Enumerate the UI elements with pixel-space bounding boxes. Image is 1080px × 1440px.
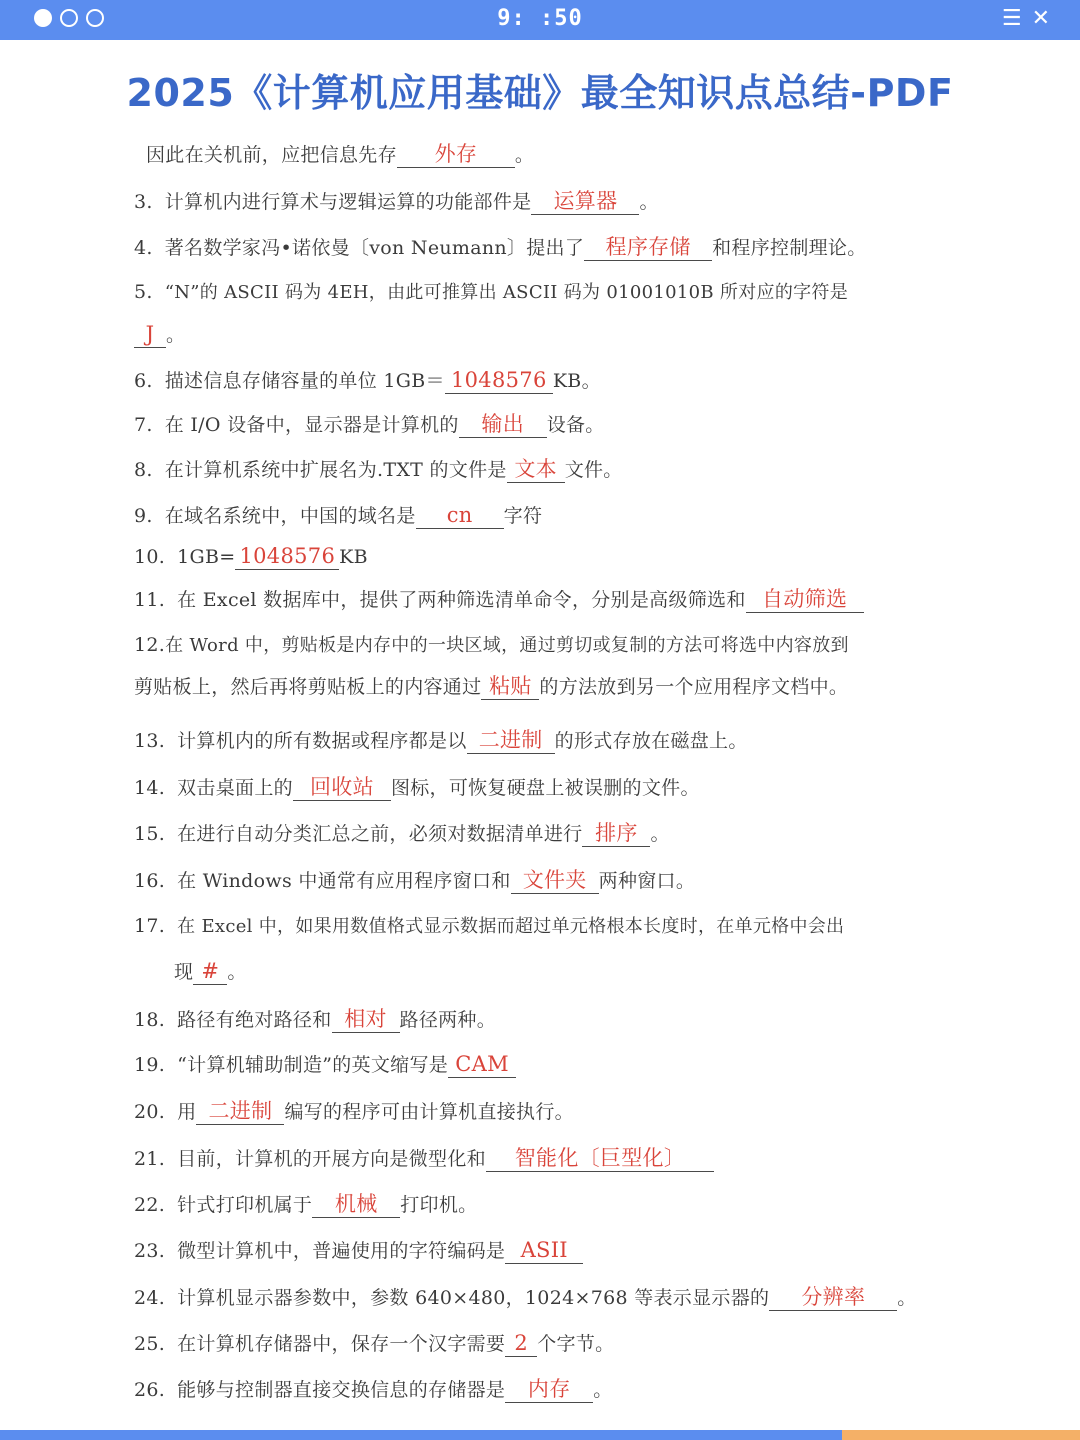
line: 23. 微型计算机中，普遍使用的字符编码是 ASII [134, 1236, 583, 1266]
answer-blank: 二进制 [467, 727, 555, 754]
page-title: 2025《计算机应用基础》最全知识点总结-PDF [126, 71, 954, 115]
answer-blank: 自动筛选 [746, 586, 864, 613]
line: 7. 在 I/O 设备中，显示器是计算机的 输出 设备。 [134, 412, 605, 436]
answer-blank: 输出 [459, 411, 547, 438]
answer-blank: 粘贴 [481, 673, 539, 700]
close-icon[interactable]: ✕ [1031, 6, 1050, 31]
line: 16. 在 Windows 中通常有应用程序窗口和 文件夹 两种窗口。 [134, 868, 696, 892]
line: 5. “N”的 ASCII 码为 4EH，由此可推算出 ASCII 码为 01001010B 所对应的字符是 [134, 281, 849, 303]
answer-blank: # [193, 958, 227, 985]
progress-bar [0, 1430, 1080, 1440]
answer-blank: J [134, 321, 166, 348]
answer-blank: 二进制 [196, 1098, 284, 1125]
line: 因此在关机前，应把信息先存 外存 。 [146, 142, 535, 166]
line: 20. 用 二进制 编写的程序可由计算机直接执行。 [134, 1099, 574, 1123]
line: 3. 计算机内进行算术与逻辑运算的功能部件是 运算器 。 [134, 189, 659, 213]
line: 11. 在 Excel 数据库中，提供了两种筛选清单命令，分别是高级筛选和 自动筛选 [134, 585, 864, 615]
line: 8. 在计算机系统中扩展名为.TXT 的文件是 文本 文件。 [134, 457, 623, 481]
answer-blank: cn [416, 502, 504, 529]
answer-blank: 文本 [507, 456, 565, 483]
line: 21. 目前，计算机的开展方向是微型化和 智能化〔巨型化〕 [134, 1144, 714, 1174]
line: 19. “计算机辅助制造”的英文缩写是 CAM [134, 1050, 516, 1080]
answer-blank: 相对 [332, 1006, 400, 1033]
status-bar [0, 0, 1080, 40]
answer-blank: 2 [505, 1330, 537, 1357]
line: 25. 在计算机存储器中，保存一个汉字需要 2 个字节。 [134, 1331, 615, 1355]
line: 6. 描述信息存储容量的单位 1GB＝ 1048576 KB。 [134, 368, 601, 392]
answer-blank: 排序 [582, 820, 650, 847]
line: 剪贴板上，然后再将剪贴板上的内容通过 粘贴 的方法放到另一个应用程序文档中。 [134, 674, 849, 698]
menu-icon[interactable]: ☰ [1001, 6, 1022, 31]
line: 17. 在 Excel 中，如果用数值格式显示数据而超过单元格根本长度时，在单元格中会出 [134, 915, 845, 937]
answer-blank: 内存 [505, 1376, 593, 1403]
line: 22. 针式打印机属于 机械 打印机。 [134, 1192, 478, 1216]
line: J 。 [134, 320, 185, 350]
answer-blank: 机械 [312, 1191, 400, 1218]
line: 9. 在域名系统中，中国的域名是 cn 字符 [134, 503, 543, 527]
line: 13. 计算机内的所有数据或程序都是以 二进制 的形式存放在磁盘上。 [134, 728, 748, 752]
answer-blank: 运算器 [531, 188, 639, 215]
answer-blank: 智能化〔巨型化〕 [486, 1145, 714, 1172]
line: 26. 能够与控制器直接交换信息的存储器是 内存 。 [134, 1377, 613, 1401]
answer-blank: 文件夹 [511, 867, 599, 894]
answer-blank: CAM [448, 1051, 516, 1078]
clock: 9: :50 [497, 6, 583, 31]
line: 14. 双击桌面上的 回收站 图标，可恢复硬盘上被误删的文件。 [134, 775, 700, 799]
line: 18. 路径有绝对路径和 相对 路径两种。 [134, 1007, 497, 1031]
line: 现 # 。 [174, 959, 247, 983]
answer-blank: ASII [505, 1237, 583, 1264]
answer-blank: 1048576 [235, 543, 339, 570]
line: 15. 在进行自动分类汇总之前，必须对数据清单进行 排序 。 [134, 821, 670, 845]
line: 4. 著名数学家冯•诺依曼〔von Neumann〕提出了 程序存储 和程序控制理论。 [134, 235, 867, 259]
line: 24. 计算机显示器参数中，参数 640×480，1024×768 等表示显示器的 分辨率 。 [134, 1285, 917, 1309]
answer-blank: 外存 [397, 141, 515, 168]
answer-blank: 程序存储 [584, 234, 712, 261]
answer-blank: 1048576 [445, 367, 553, 394]
line: 10. 1GB= 1048576 KB [134, 544, 368, 568]
line: 12.在 Word 中，剪贴板是内存中的一块区域，通过剪切或复制的方法可将选中内容放到 [134, 634, 849, 656]
answer-blank: 分辨率 [769, 1284, 897, 1311]
answer-blank: 回收站 [293, 774, 391, 801]
